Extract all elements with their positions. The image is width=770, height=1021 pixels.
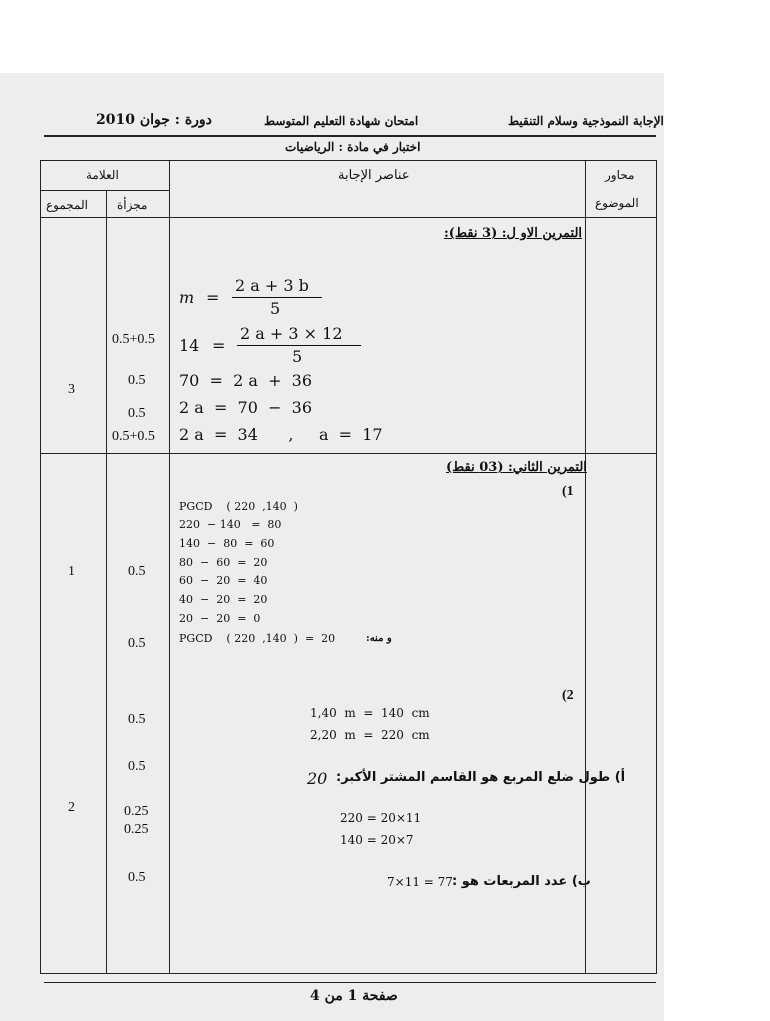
header-exam-name: امتحان شهادة التعليم المتوسط xyxy=(264,114,419,128)
exercise-separator xyxy=(40,453,657,454)
ex2-total-2: 2 xyxy=(68,800,75,815)
exercise1-title: التمرين الاو ل: (3 نقط): xyxy=(444,226,583,241)
ex2-mark-1: 0.5 xyxy=(128,564,146,579)
pgcd-line-2: 220 − 140 = 80 xyxy=(179,518,282,531)
conversion-2: 2,20 m = 220 cm xyxy=(310,728,430,742)
ex1-line3: 70 = 2 a + 36 xyxy=(179,371,313,390)
header-answer-key: الإجابة النموذجية وسلام التنقيط xyxy=(508,114,664,128)
header-session: دورة : جوان 2010 xyxy=(96,112,212,128)
ex1-line4: 2 a = 70 − 36 xyxy=(179,398,313,417)
table-top-border xyxy=(40,160,657,161)
pgcd-result-prefix: و منه: xyxy=(366,633,392,644)
total-column-divider xyxy=(106,190,107,974)
header-partial: مجزأة xyxy=(117,198,148,212)
factorization-2: 140 = 20×7 xyxy=(340,833,414,847)
pgcd-result: PGCD ( 220 ,140 ) = 20 xyxy=(179,632,336,645)
header-axes: محاور xyxy=(605,168,635,182)
ex2-mark-4: 0.5 xyxy=(128,759,146,774)
ex2-part2-label: (2 xyxy=(562,688,574,703)
axes-column-divider xyxy=(585,160,586,974)
ex2-mark-3: 0.5 xyxy=(128,712,146,727)
ex1-line1-denominator: 5 xyxy=(270,299,281,318)
page-number: صفحة 1 من 4 xyxy=(310,988,398,1004)
ex1-mark-3: 0.5 xyxy=(128,406,146,421)
ex1-line1-lhs: m xyxy=(179,288,195,307)
ex1-line1-numerator: 2 a + 3 b xyxy=(235,276,309,295)
ex1-line2-lhs: 14 xyxy=(179,336,200,355)
header-axes-topic: الموضوع xyxy=(595,196,639,210)
ex2-total-1: 1 xyxy=(68,564,75,579)
pgcd-line-5: 60 − 20 = 40 xyxy=(179,574,268,587)
ex2-mark-5: 0.25 xyxy=(124,804,149,819)
grade-sub-header-rule xyxy=(40,190,169,191)
header-rule xyxy=(44,135,656,137)
header-answer-elements: عناصر الإجابة xyxy=(338,168,410,183)
ex1-mark-2: 0.5 xyxy=(128,373,146,388)
ex1-line2-numerator: 2 a + 3 × 12 xyxy=(240,324,343,343)
pgcd-line-7: 20 − 20 = 0 xyxy=(179,612,261,625)
header-grade: العلامة xyxy=(86,168,119,182)
header-subject: اختبار في مادة : الرياضيات xyxy=(285,140,421,154)
pgcd-line-3: 140 − 80 = 60 xyxy=(179,537,275,550)
pgcd-line-1: PGCD ( 220 ,140 ) xyxy=(179,500,298,513)
ex2-mark-7: 0.5 xyxy=(128,870,146,885)
ex1-line2-denominator: 5 xyxy=(292,347,303,366)
grade-column-divider xyxy=(169,160,170,974)
ex1-line1-eq: = xyxy=(206,288,220,307)
ex2-mark-6: 0.25 xyxy=(124,822,149,837)
part-a-text: أ) طول ضلع المربع هو القاسم المشتر الأكبر: xyxy=(336,770,626,785)
ex1-line5: 2 a = 34 , a = 17 xyxy=(179,425,383,444)
conversion-1: 1,40 m = 140 cm xyxy=(310,706,430,720)
ex2-mark-2: 0.5 xyxy=(128,636,146,651)
ex1-line1-fraction-bar xyxy=(232,297,322,298)
ex2-part1-label: (1 xyxy=(562,484,574,499)
header-total: المجموع xyxy=(46,198,88,212)
part-b-value: 7×11 = 77 xyxy=(387,875,453,889)
table-bottom-border xyxy=(40,973,657,974)
part-a-value: 20 xyxy=(307,769,328,788)
table-left-border xyxy=(40,160,41,974)
exercise2-title: التمرين الثاني: (03 نقط) xyxy=(446,460,587,475)
ex1-mark-1: 0.5+0.5 xyxy=(112,332,155,347)
table-header-bottom xyxy=(40,217,657,218)
ex1-mark-4: 0.5+0.5 xyxy=(112,429,155,444)
pgcd-line-4: 80 − 60 = 20 xyxy=(179,556,268,569)
factorization-1: 220 = 20×11 xyxy=(340,811,422,825)
ex1-line2-eq: = xyxy=(212,336,226,355)
footer-rule xyxy=(44,982,656,983)
ex1-line2-fraction-bar xyxy=(237,345,361,346)
part-b-text: ب) عدد المربعات هو : xyxy=(452,874,591,889)
pgcd-line-6: 40 − 20 = 20 xyxy=(179,593,268,606)
ex1-total: 3 xyxy=(68,382,75,397)
table-right-border xyxy=(656,160,657,974)
